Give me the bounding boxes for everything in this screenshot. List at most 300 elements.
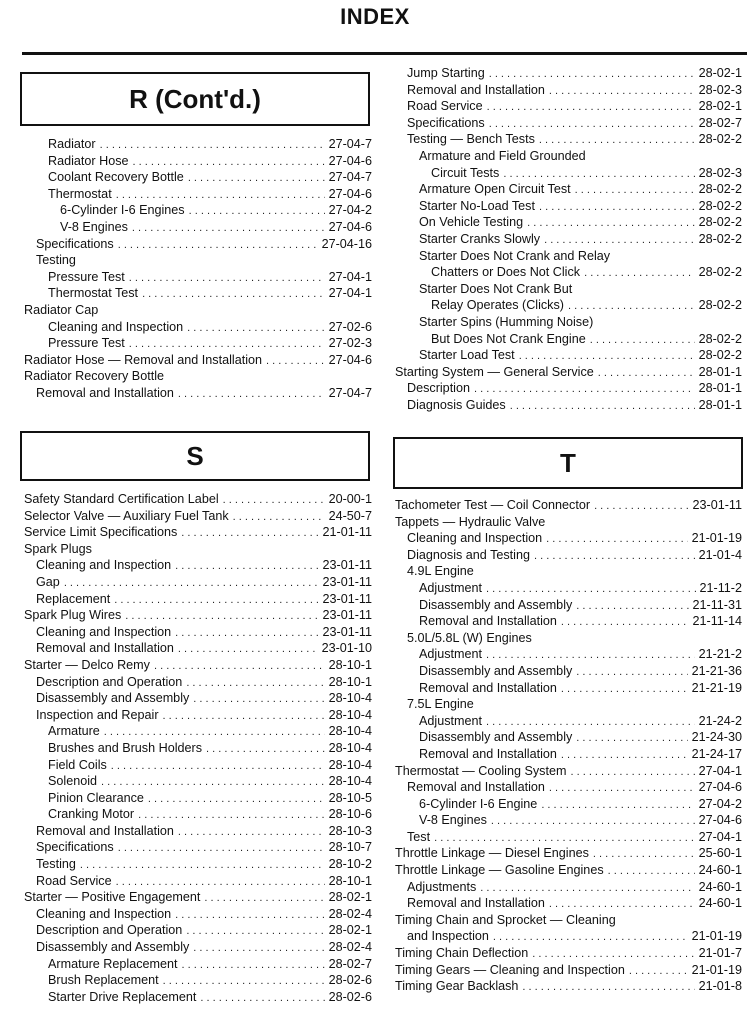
dot-leader bbox=[434, 830, 694, 847]
entry-page-ref: 21-01-8 bbox=[698, 979, 742, 994]
section-r-entries bbox=[24, 136, 372, 402]
entry-label: Timing Gears — Cleaning and Inspection bbox=[395, 962, 625, 977]
entry-label: Armature and Field Grounded bbox=[419, 148, 586, 163]
dot-leader bbox=[486, 647, 695, 664]
dot-leader bbox=[522, 979, 694, 996]
entry-label: Tachometer Test — Coil Connector bbox=[395, 498, 591, 512]
index-entry bbox=[24, 707, 372, 724]
dot-leader bbox=[186, 923, 324, 940]
dot-leader bbox=[178, 386, 325, 403]
entry-page-ref: 21-01-19 bbox=[691, 962, 742, 977]
entry-label: Disassembly and Assembly bbox=[419, 730, 573, 745]
index-entry bbox=[24, 956, 372, 973]
index-entry bbox=[24, 574, 372, 591]
dot-leader bbox=[561, 747, 688, 764]
entry-page-ref: 28-02-2 bbox=[698, 348, 742, 363]
entry-page-ref: 28-02-2 bbox=[698, 331, 742, 346]
dot-leader bbox=[178, 824, 325, 841]
entry-page-ref: 21-01-4 bbox=[698, 547, 742, 562]
entry-page-ref: 28-01-1 bbox=[698, 381, 742, 396]
entry-page-ref: 28-02-1 bbox=[698, 66, 742, 80]
entry-page-ref: 27-04-6 bbox=[328, 219, 372, 234]
entry-label: Adjustment bbox=[419, 713, 482, 728]
dot-leader bbox=[266, 353, 325, 370]
index-entry bbox=[24, 790, 372, 807]
entry-label: Starter Drive Replacement bbox=[48, 989, 197, 1004]
entry-page-ref: 28-10-4 bbox=[328, 707, 372, 722]
index-entry bbox=[395, 945, 742, 962]
entry-label: Removal and Installation bbox=[419, 614, 557, 629]
entry-label: On Vehicle Testing bbox=[419, 215, 524, 230]
entry-label: 5.0L/5.8L (W) Engines bbox=[407, 630, 532, 645]
dot-leader bbox=[629, 963, 688, 980]
entry-label: Circuit Tests bbox=[431, 165, 500, 180]
index-entry bbox=[24, 202, 372, 219]
entry-label: Removal and Installation bbox=[407, 780, 545, 795]
dot-leader bbox=[181, 525, 318, 542]
entry-page-ref: 20-00-1 bbox=[328, 492, 372, 506]
entry-page-ref: 28-10-1 bbox=[328, 674, 372, 689]
dot-leader bbox=[576, 730, 687, 747]
dot-leader bbox=[541, 797, 694, 814]
entry-page-ref: 23-01-10 bbox=[321, 641, 372, 656]
entry-page-ref: 27-04-1 bbox=[698, 829, 742, 844]
entry-page-ref: 27-04-6 bbox=[328, 352, 372, 367]
entry-label: But Does Not Crank Engine bbox=[431, 331, 586, 346]
index-entry bbox=[24, 889, 372, 906]
entry-label: Inspection and Repair bbox=[36, 707, 159, 722]
entry-page-ref: 21-01-7 bbox=[698, 946, 742, 961]
index-entry bbox=[24, 839, 372, 856]
dot-leader bbox=[80, 857, 325, 874]
index-entry bbox=[24, 690, 372, 707]
entry-label: Selector Valve — Auxiliary Fuel Tank bbox=[24, 508, 229, 523]
index-entry bbox=[395, 65, 742, 82]
entry-page-ref: 27-02-6 bbox=[328, 319, 372, 334]
entry-label: 6-Cylinder I-6 Engines bbox=[60, 203, 185, 218]
entry-page-ref: 21-01-19 bbox=[691, 531, 742, 546]
entry-label: Removal and Installation bbox=[419, 746, 557, 761]
dot-leader bbox=[575, 182, 695, 199]
dot-leader bbox=[182, 957, 325, 974]
dot-leader bbox=[175, 558, 318, 575]
index-entry bbox=[24, 823, 372, 840]
entry-page-ref: 28-02-2 bbox=[698, 265, 742, 280]
entry-page-ref: 28-02-6 bbox=[328, 989, 372, 1004]
entry-page-ref: 27-04-1 bbox=[328, 269, 372, 284]
entry-label: Adjustment bbox=[419, 647, 482, 662]
entry-page-ref: 27-04-7 bbox=[328, 385, 372, 400]
dot-leader bbox=[503, 166, 694, 183]
index-entry bbox=[395, 879, 742, 896]
index-entry bbox=[395, 198, 742, 215]
entry-label: Disassembly and Assembly bbox=[36, 691, 190, 706]
entry-label: Spark Plugs bbox=[24, 541, 92, 556]
index-entry bbox=[24, 541, 372, 558]
entry-label: Testing — Bench Tests bbox=[407, 132, 535, 147]
entry-page-ref: 28-02-2 bbox=[698, 198, 742, 213]
dot-leader bbox=[118, 237, 318, 254]
index-entry bbox=[24, 252, 372, 269]
entry-label: Radiator Hose bbox=[48, 153, 129, 168]
entry-page-ref: 21-24-30 bbox=[691, 730, 742, 745]
dot-leader bbox=[101, 774, 325, 791]
index-entry bbox=[395, 380, 742, 397]
entry-page-ref: 23-01-11 bbox=[322, 624, 372, 639]
dot-leader bbox=[189, 203, 325, 220]
entry-page-ref: 23-01-11 bbox=[322, 608, 372, 623]
dot-leader bbox=[132, 220, 325, 237]
section-t-letter: T bbox=[560, 447, 576, 478]
index-entry bbox=[395, 248, 742, 265]
index-entry bbox=[395, 597, 742, 614]
entry-label: Starting System — General Service bbox=[395, 364, 594, 379]
entry-page-ref: 28-02-3 bbox=[698, 165, 742, 180]
index-entry bbox=[24, 624, 372, 641]
entry-label: Cranking Motor bbox=[48, 807, 135, 822]
entry-label: Replacement bbox=[36, 591, 111, 606]
entry-page-ref: 28-10-5 bbox=[328, 790, 372, 805]
entry-page-ref: 28-02-2 bbox=[698, 182, 742, 197]
index-entry bbox=[395, 713, 742, 730]
entry-page-ref: 28-10-4 bbox=[328, 724, 372, 739]
entry-label: Removal and Installation bbox=[407, 896, 545, 911]
entry-label: Chatters or Does Not Click bbox=[431, 265, 581, 280]
dot-leader bbox=[594, 498, 688, 515]
index-entry bbox=[24, 136, 372, 153]
index-entry bbox=[395, 347, 742, 364]
dot-leader bbox=[178, 641, 318, 658]
entry-label: Specifications bbox=[36, 236, 114, 251]
entry-label: Testing bbox=[36, 857, 76, 872]
entry-label: Adjustment bbox=[419, 580, 482, 595]
dot-leader bbox=[154, 658, 325, 675]
index-entry bbox=[24, 873, 372, 890]
index-entry bbox=[24, 302, 372, 319]
entry-label: Armature bbox=[48, 724, 100, 739]
index-entry bbox=[24, 285, 372, 302]
index-entry bbox=[395, 663, 742, 680]
starter-continued-entries bbox=[395, 65, 742, 413]
entry-page-ref: 28-10-1 bbox=[328, 657, 372, 672]
index-entry bbox=[24, 352, 372, 369]
entry-page-ref: 28-02-7 bbox=[328, 956, 372, 971]
entry-page-ref: 28-02-1 bbox=[328, 890, 372, 905]
dot-leader bbox=[486, 581, 696, 598]
entry-page-ref: 28-01-1 bbox=[698, 397, 742, 412]
index-entry bbox=[395, 646, 742, 663]
dot-leader bbox=[133, 154, 325, 171]
index-entry bbox=[24, 906, 372, 923]
entry-page-ref: 28-02-6 bbox=[328, 973, 372, 988]
entry-page-ref: 21-21-2 bbox=[698, 647, 742, 662]
entry-label: V-8 Engines bbox=[60, 219, 128, 234]
dot-leader bbox=[206, 741, 325, 758]
index-entry bbox=[395, 763, 742, 780]
index-entry bbox=[395, 231, 742, 248]
index-entry bbox=[24, 723, 372, 740]
index-entry bbox=[395, 845, 742, 862]
entry-label: Disassembly and Assembly bbox=[36, 940, 190, 955]
entry-page-ref: 21-01-11 bbox=[322, 525, 372, 540]
entry-page-ref: 23-01-11 bbox=[322, 558, 372, 573]
dot-leader bbox=[116, 187, 325, 204]
entry-label: Starter No-Load Test bbox=[419, 198, 535, 213]
index-entry bbox=[395, 264, 742, 281]
entry-label: Service Limit Specifications bbox=[24, 525, 178, 540]
index-entry bbox=[24, 989, 372, 1006]
entry-page-ref: 28-10-3 bbox=[328, 823, 372, 838]
dot-leader bbox=[539, 132, 695, 149]
dot-leader bbox=[188, 170, 325, 187]
dot-leader bbox=[598, 365, 695, 382]
entry-page-ref: 24-60-1 bbox=[698, 879, 742, 894]
entry-page-ref: 28-02-2 bbox=[698, 132, 742, 147]
index-entry bbox=[395, 563, 742, 580]
dot-leader bbox=[590, 332, 695, 349]
section-t-entries bbox=[395, 497, 742, 995]
dot-leader bbox=[491, 813, 695, 830]
index-entry bbox=[24, 757, 372, 774]
entry-page-ref: 28-10-1 bbox=[328, 873, 372, 888]
entry-label: Cleaning and Inspection bbox=[36, 558, 172, 573]
entry-label: Starter Load Test bbox=[419, 348, 515, 363]
index-entry bbox=[395, 862, 742, 879]
entry-label: Starter Does Not Crank and Relay bbox=[419, 248, 611, 263]
index-entry bbox=[24, 219, 372, 236]
entry-page-ref: 28-02-2 bbox=[698, 231, 742, 246]
header-rule bbox=[22, 52, 747, 55]
index-entry bbox=[24, 591, 372, 608]
entry-page-ref: 28-10-2 bbox=[328, 857, 372, 872]
dot-leader bbox=[142, 286, 325, 303]
dot-leader bbox=[114, 592, 318, 609]
entry-label: Thermostat — Cooling System bbox=[395, 763, 567, 778]
index-entry bbox=[24, 972, 372, 989]
entry-page-ref: 27-04-2 bbox=[698, 796, 742, 811]
index-entry bbox=[395, 98, 742, 115]
entry-page-ref: 28-10-4 bbox=[328, 774, 372, 789]
index-entry bbox=[395, 928, 742, 945]
entry-page-ref: 21-24-17 bbox=[691, 746, 742, 761]
dot-leader bbox=[111, 758, 325, 775]
entry-page-ref: 21-21-19 bbox=[691, 680, 742, 695]
dot-leader bbox=[532, 946, 694, 963]
dot-leader bbox=[487, 99, 695, 116]
entry-label: Adjustments bbox=[407, 879, 477, 894]
section-r-header bbox=[20, 72, 370, 126]
index-entry bbox=[395, 181, 742, 198]
entry-page-ref: 28-10-4 bbox=[328, 691, 372, 706]
index-entry bbox=[395, 165, 742, 182]
entry-label: Removal and Installation bbox=[36, 385, 174, 400]
entry-label: Cleaning and Inspection bbox=[36, 906, 172, 921]
entry-page-ref: 21-01-19 bbox=[691, 929, 742, 944]
entry-page-ref: 24-60-1 bbox=[698, 896, 742, 911]
entry-label: Timing Chain Deflection bbox=[395, 946, 529, 961]
entry-label: Brushes and Brush Holders bbox=[48, 740, 203, 755]
dot-leader bbox=[64, 575, 319, 592]
entry-page-ref: 27-04-6 bbox=[328, 186, 372, 201]
entry-label: Thermostat Test bbox=[48, 286, 139, 301]
index-entry bbox=[24, 319, 372, 336]
entry-label: Throttle Linkage — Gasoline Engines bbox=[395, 863, 604, 878]
dot-leader bbox=[104, 724, 325, 741]
dot-leader bbox=[480, 880, 694, 897]
entry-label: Road Service bbox=[36, 873, 112, 888]
dot-leader bbox=[608, 863, 695, 880]
entry-label: Starter Spins (Humming Noise) bbox=[419, 314, 594, 329]
entry-page-ref: 21-11-2 bbox=[699, 580, 742, 595]
index-entry bbox=[24, 186, 372, 203]
dot-leader bbox=[510, 398, 695, 415]
dot-leader bbox=[576, 664, 687, 681]
entry-page-ref: 21-11-14 bbox=[692, 614, 742, 629]
index-entry bbox=[24, 236, 372, 253]
entry-label: Tappets — Hydraulic Valve bbox=[395, 514, 546, 529]
entry-page-ref: 21-11-31 bbox=[692, 597, 742, 612]
index-entry bbox=[24, 607, 372, 624]
entry-label: 7.5L Engine bbox=[407, 697, 474, 712]
index-entry bbox=[395, 364, 742, 381]
entry-page-ref: 23-01-11 bbox=[322, 574, 372, 589]
entry-page-ref: 28-02-4 bbox=[328, 906, 372, 921]
index-entry bbox=[395, 630, 742, 647]
entry-label: Jump Starting bbox=[407, 66, 485, 80]
dot-leader bbox=[576, 598, 688, 615]
entry-page-ref: 28-02-1 bbox=[328, 923, 372, 938]
dot-leader bbox=[593, 846, 695, 863]
index-entry bbox=[395, 895, 742, 912]
entry-label: Solenoid bbox=[48, 774, 98, 789]
entry-page-ref: 27-04-7 bbox=[328, 170, 372, 185]
dot-leader bbox=[534, 548, 695, 565]
index-entry bbox=[395, 912, 742, 929]
dot-leader bbox=[570, 764, 694, 781]
dot-leader bbox=[223, 492, 325, 509]
entry-label: 4.9L Engine bbox=[407, 564, 474, 579]
index-entry bbox=[24, 335, 372, 352]
dot-leader bbox=[486, 714, 695, 731]
entry-label: Pressure Test bbox=[48, 269, 125, 284]
entry-label: Starter — Delco Remy bbox=[24, 657, 150, 672]
index-entry bbox=[395, 82, 742, 99]
index-entry bbox=[395, 497, 742, 514]
dot-leader bbox=[489, 116, 695, 133]
section-s-letter: S bbox=[186, 440, 204, 471]
entry-page-ref: 28-02-2 bbox=[698, 298, 742, 313]
entry-label: Pinion Clearance bbox=[48, 790, 144, 805]
entry-label: Gap bbox=[36, 574, 60, 589]
dot-leader bbox=[175, 625, 318, 642]
section-t-header bbox=[393, 437, 743, 489]
index-entry bbox=[395, 530, 742, 547]
index-entry bbox=[24, 153, 372, 170]
section-s-header bbox=[20, 431, 370, 481]
index-entry bbox=[24, 368, 372, 385]
index-entry bbox=[24, 640, 372, 657]
entry-page-ref: 21-21-36 bbox=[691, 663, 742, 678]
index-entry bbox=[395, 680, 742, 697]
dot-leader bbox=[584, 265, 695, 282]
entry-page-ref: 23-01-11 bbox=[692, 498, 742, 512]
entry-page-ref: 24-60-1 bbox=[698, 863, 742, 878]
entry-label: Cleaning and Inspection bbox=[407, 531, 543, 546]
entry-label: Test bbox=[407, 829, 431, 844]
entry-page-ref: 28-10-7 bbox=[328, 840, 372, 855]
index-entry bbox=[24, 269, 372, 286]
index-entry bbox=[395, 580, 742, 597]
entry-label: Radiator Cap bbox=[24, 302, 99, 317]
entry-label: Diagnosis Guides bbox=[407, 397, 506, 412]
entry-label: Spark Plug Wires bbox=[24, 608, 122, 623]
index-entry bbox=[24, 508, 372, 525]
entry-label: Removal and Installation bbox=[419, 680, 557, 695]
entry-page-ref: 28-02-2 bbox=[698, 215, 742, 230]
index-entry bbox=[24, 524, 372, 541]
dot-leader bbox=[163, 708, 325, 725]
index-entry bbox=[395, 148, 742, 165]
entry-label: Field Coils bbox=[48, 757, 107, 772]
index-entry bbox=[24, 740, 372, 757]
entry-label: Removal and Installation bbox=[407, 82, 545, 97]
entry-label: Radiator bbox=[48, 137, 96, 151]
dot-leader bbox=[100, 137, 325, 154]
index-entry bbox=[395, 281, 742, 298]
dot-leader bbox=[186, 675, 324, 692]
dot-leader bbox=[544, 232, 695, 249]
entry-page-ref: 23-01-11 bbox=[322, 591, 372, 606]
index-entry bbox=[395, 314, 742, 331]
entry-page-ref: 28-10-6 bbox=[328, 807, 372, 822]
entry-label: Cleaning and Inspection bbox=[36, 624, 172, 639]
entry-page-ref: 28-02-7 bbox=[698, 115, 742, 130]
entry-label: and Inspection bbox=[407, 929, 489, 944]
section-r-letter: R (Cont'd.) bbox=[129, 83, 261, 114]
entry-page-ref: 27-04-7 bbox=[328, 137, 372, 151]
index-entry bbox=[24, 806, 372, 823]
dot-leader bbox=[163, 973, 325, 990]
index-entry bbox=[395, 115, 742, 132]
dot-leader bbox=[549, 780, 695, 797]
index-entry bbox=[395, 297, 742, 314]
dot-leader bbox=[200, 990, 324, 1007]
right-column-t bbox=[395, 437, 742, 995]
page-title: INDEX bbox=[340, 4, 410, 29]
dot-leader bbox=[561, 614, 689, 631]
left-column-s bbox=[24, 431, 372, 1005]
entry-page-ref: 28-10-4 bbox=[328, 757, 372, 772]
entry-label: Cleaning and Inspection bbox=[48, 319, 184, 334]
index-entry bbox=[395, 978, 742, 995]
entry-page-ref: 25-60-1 bbox=[698, 846, 742, 861]
index-entry bbox=[24, 385, 372, 402]
entry-label: Starter Does Not Crank But bbox=[419, 281, 573, 296]
entry-label: Radiator Hose — Removal and Installation bbox=[24, 352, 263, 367]
entry-label: Coolant Recovery Bottle bbox=[48, 170, 184, 185]
index-entry bbox=[24, 773, 372, 790]
entry-label: Armature Replacement bbox=[48, 956, 178, 971]
entry-page-ref: 27-04-1 bbox=[328, 286, 372, 301]
entry-page-ref: 21-24-2 bbox=[698, 713, 742, 728]
entry-page-ref: 27-04-1 bbox=[698, 763, 742, 778]
index-entry bbox=[395, 397, 742, 414]
entry-page-ref: 28-10-4 bbox=[328, 740, 372, 755]
entry-page-ref: 28-01-1 bbox=[698, 364, 742, 379]
index-entry bbox=[395, 613, 742, 630]
dot-leader bbox=[118, 840, 325, 857]
dot-leader bbox=[549, 83, 695, 100]
